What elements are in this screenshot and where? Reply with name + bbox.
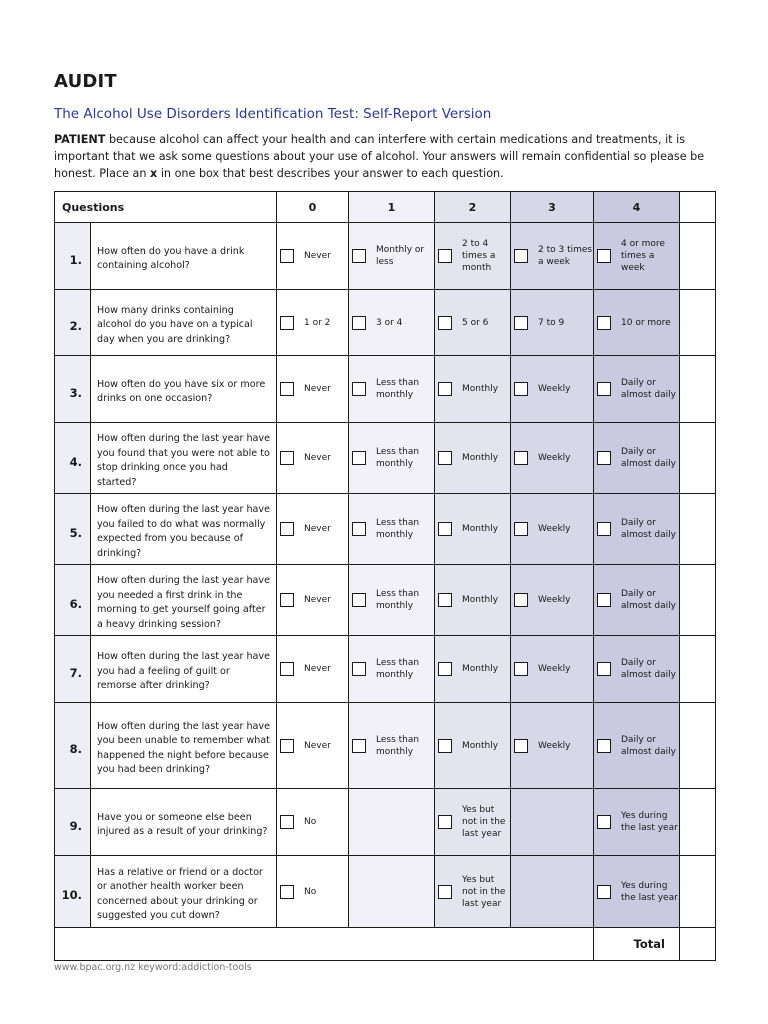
score-box[interactable]: [680, 423, 716, 494]
question-row: [55, 356, 716, 423]
answer-label: Monthly: [462, 664, 499, 674]
score-box[interactable]: [680, 565, 716, 636]
answer-option: [277, 739, 348, 753]
question-number: 3.: [55, 356, 91, 423]
audit-table: [54, 191, 716, 961]
answer-option: [435, 739, 510, 753]
score-box[interactable]: [680, 856, 716, 928]
question-number: 10.: [55, 856, 91, 928]
page-title: AUDIT: [54, 71, 117, 92]
answer-option: [349, 734, 434, 758]
question-row: [55, 703, 716, 789]
question-text: How many drinks containing alcohol do you have on a typical day when you are drinking?: [91, 290, 277, 356]
answer-option: [594, 588, 679, 612]
page-subtitle: The Alcohol Use Disorders Identification Test: Self-Report Version: [54, 106, 492, 122]
score-box[interactable]: [680, 356, 716, 423]
answer-cell-score-0: [277, 290, 349, 356]
answer-label: 5 or 6: [462, 317, 489, 328]
answer-option: [349, 588, 434, 612]
instructions-mark: x: [150, 167, 158, 180]
answer-option: [349, 244, 434, 268]
answer-option: [511, 522, 593, 536]
score-box[interactable]: [680, 789, 716, 856]
question-row: [55, 423, 716, 494]
total-label: Total: [594, 928, 680, 961]
answer-checkbox[interactable]: [514, 522, 528, 536]
answer-option: [277, 451, 348, 465]
question-number: 5.: [55, 494, 91, 565]
answer-option: [277, 662, 348, 676]
instructions-text-b: in one box that best describes your answer to each question.: [157, 167, 504, 180]
score-box[interactable]: [680, 494, 716, 565]
answer-label: Yes during the last year: [621, 811, 678, 833]
answer-option: [349, 377, 434, 401]
answer-cell-score-4: [594, 290, 680, 356]
answer-cell-score-4: [594, 494, 680, 565]
answer-option: [349, 316, 434, 330]
answer-checkbox[interactable]: [438, 815, 452, 829]
answer-cell-score-2: [435, 494, 511, 565]
answer-option: [277, 885, 348, 899]
answer-cell-score-0: [277, 565, 349, 636]
answer-label: Weekly: [538, 595, 571, 605]
answer-checkbox[interactable]: [597, 662, 611, 676]
answer-label: 4 or more times a week: [621, 239, 665, 273]
answer-checkbox[interactable]: [597, 522, 611, 536]
answer-cell-score-1: [349, 703, 435, 789]
answer-cell-score-1: [349, 856, 435, 928]
question-number: 2.: [55, 290, 91, 356]
total-spacer: [55, 928, 594, 961]
answer-cell-score-4: [594, 636, 680, 703]
answer-checkbox[interactable]: [280, 885, 294, 899]
answer-cell-score-1: [349, 494, 435, 565]
answer-checkbox[interactable]: [438, 382, 452, 396]
question-text: How often during the last year have you failed to do what was normally expected from you because of drinking?: [91, 494, 277, 565]
answer-cell-score-3: [511, 290, 594, 356]
answer-checkbox[interactable]: [352, 451, 366, 465]
question-row: [55, 223, 716, 290]
answer-cell-score-0: [277, 423, 349, 494]
answer-cell-score-4: [594, 356, 680, 423]
answer-label: Daily or almost daily: [621, 734, 676, 757]
footer-url: www.bpac.org.nz keyword:addiction-tools: [54, 962, 252, 973]
answer-label: 10 or more: [621, 317, 671, 328]
answer-cell-score-3: [511, 789, 594, 856]
answer-option: [511, 316, 593, 330]
answer-option: [435, 238, 510, 274]
answer-cell-score-4: [594, 565, 680, 636]
answer-checkbox[interactable]: [514, 451, 528, 465]
answer-option: [594, 517, 679, 541]
answer-checkbox[interactable]: [514, 316, 528, 330]
question-row: [55, 565, 716, 636]
answer-cell-score-0: [277, 856, 349, 928]
answer-checkbox[interactable]: [438, 739, 452, 753]
answer-label: Less than monthly: [376, 734, 420, 757]
answer-cell-score-2: [435, 423, 511, 494]
answer-label: 2 to 4 times a month: [462, 239, 496, 273]
answer-checkbox[interactable]: [514, 662, 528, 676]
question-text: How often during the last year have you had a feeling of guilt or remorse after drinking?: [91, 636, 277, 703]
answer-cell-score-3: [511, 565, 594, 636]
answer-cell-score-3: [511, 856, 594, 928]
answer-checkbox[interactable]: [352, 249, 366, 263]
question-row: [55, 856, 716, 928]
score-header-2: 2: [435, 192, 511, 223]
question-number: 6.: [55, 565, 91, 636]
answer-checkbox[interactable]: [514, 382, 528, 396]
answer-checkbox[interactable]: [597, 382, 611, 396]
answer-cell-score-0: [277, 636, 349, 703]
answer-option: [277, 593, 348, 607]
question-text: How often during the last year have you been unable to remember what happened the night before because you had been drinking?: [91, 703, 277, 789]
answer-checkbox[interactable]: [280, 739, 294, 753]
answer-label: Yes during the last year: [621, 880, 678, 903]
question-row: [55, 789, 716, 856]
question-text: Have you or someone else been injured as a result of your drinking?: [91, 789, 277, 856]
answer-checkbox[interactable]: [438, 662, 452, 676]
answer-checkbox[interactable]: [280, 815, 294, 829]
answer-cell-score-2: [435, 223, 511, 290]
answer-cell-score-3: [511, 423, 594, 494]
question-number: 8.: [55, 703, 91, 789]
answer-label: Less than monthly: [376, 378, 420, 400]
score-header-3: 3: [511, 192, 594, 223]
answer-label: Daily or almost daily: [621, 378, 676, 400]
answer-label: Monthly: [462, 453, 499, 463]
answer-cell-score-1: [349, 565, 435, 636]
answer-label: Daily or almost daily: [621, 658, 676, 680]
answer-option: [277, 249, 348, 263]
answer-label: Weekly: [538, 384, 571, 394]
answer-cell-score-2: [435, 356, 511, 423]
answer-cell-score-1: [349, 356, 435, 423]
answer-cell-score-1: [349, 423, 435, 494]
answer-label: No: [304, 817, 317, 827]
answer-checkbox[interactable]: [597, 249, 611, 263]
answer-cell-score-2: [435, 565, 511, 636]
answer-label: Weekly: [538, 740, 571, 751]
answer-label: Daily or almost daily: [621, 589, 676, 611]
questions-header: Questions: [55, 192, 277, 223]
answer-option: [435, 451, 510, 465]
answer-label: Monthly: [462, 524, 499, 534]
answer-option: [594, 880, 679, 904]
answer-label: Less than monthly: [376, 658, 420, 680]
answer-option: [435, 662, 510, 676]
question-text: How often do you have six or more drinks on one occasion?: [91, 356, 277, 423]
answer-label: Monthly: [462, 384, 499, 394]
answer-label: Daily or almost daily: [621, 447, 676, 469]
score-box[interactable]: [680, 703, 716, 789]
question-number: 7.: [55, 636, 91, 703]
answer-cell-score-1: [349, 789, 435, 856]
score-header-1: 1: [349, 192, 435, 223]
answer-label: Never: [304, 740, 331, 751]
answer-checkbox[interactable]: [597, 451, 611, 465]
answer-option: [349, 657, 434, 681]
answer-option: [277, 522, 348, 536]
answer-label: Never: [304, 664, 331, 674]
answer-label: Never: [304, 384, 331, 394]
answer-checkbox[interactable]: [597, 739, 611, 753]
question-text: How often during the last year have you needed a first drink in the morning to get yourself going after a heavy drinking session?: [91, 565, 277, 636]
answer-checkbox[interactable]: [438, 249, 452, 263]
answer-cell-score-0: [277, 356, 349, 423]
answer-option: [594, 377, 679, 401]
answer-option: [277, 316, 348, 330]
answer-label: 7 to 9: [538, 317, 565, 328]
answer-checkbox[interactable]: [352, 316, 366, 330]
question-row: [55, 494, 716, 565]
answer-checkbox[interactable]: [280, 522, 294, 536]
answer-label: Weekly: [538, 664, 571, 674]
answer-label: 1 or 2: [304, 317, 331, 328]
answer-cell-score-3: [511, 636, 594, 703]
answer-label: Less than monthly: [376, 518, 420, 540]
answer-label: Never: [304, 595, 331, 605]
answer-option: [435, 804, 510, 840]
answer-option: [435, 874, 510, 910]
answer-label: No: [304, 886, 317, 897]
answer-label: Never: [304, 251, 331, 261]
instructions-lead: PATIENT: [54, 133, 106, 146]
answer-checkbox[interactable]: [352, 739, 366, 753]
answer-cell-score-0: [277, 223, 349, 290]
answer-cell-score-1: [349, 290, 435, 356]
answer-checkbox[interactable]: [280, 451, 294, 465]
answer-option: [594, 810, 679, 834]
answer-cell-score-0: [277, 494, 349, 565]
question-row: [55, 290, 716, 356]
answer-option: [435, 522, 510, 536]
answer-label: Monthly: [462, 740, 499, 751]
answer-option: [594, 657, 679, 681]
answer-checkbox[interactable]: [597, 885, 611, 899]
answer-checkbox[interactable]: [280, 662, 294, 676]
answer-cell-score-1: [349, 223, 435, 290]
answer-label: Weekly: [538, 524, 571, 534]
question-text: How often do you have a drink containing alcohol?: [91, 223, 277, 290]
question-row: [55, 636, 716, 703]
answer-cell-score-2: [435, 290, 511, 356]
answer-cell-score-4: [594, 856, 680, 928]
table-header-row: [55, 192, 716, 223]
answer-option: [435, 316, 510, 330]
answer-checkbox[interactable]: [280, 593, 294, 607]
answer-option: [594, 238, 679, 274]
answer-option: [435, 593, 510, 607]
answer-label: Yes but not in the last year: [462, 874, 506, 909]
total-row: [55, 928, 716, 961]
score-box[interactable]: [680, 223, 716, 290]
answer-checkbox[interactable]: [352, 662, 366, 676]
answer-checkbox[interactable]: [438, 451, 452, 465]
answer-label: Daily or almost daily: [621, 518, 676, 540]
answer-checkbox[interactable]: [597, 593, 611, 607]
answer-checkbox[interactable]: [280, 249, 294, 263]
answer-cell-score-0: [277, 789, 349, 856]
score-header-0: 0: [277, 192, 349, 223]
question-number: 4.: [55, 423, 91, 494]
answer-label: Never: [304, 524, 331, 534]
instructions: [54, 131, 724, 182]
answer-cell-score-3: [511, 356, 594, 423]
answer-label: 3 or 4: [376, 317, 403, 328]
answer-cell-score-4: [594, 703, 680, 789]
answer-option: [511, 382, 593, 396]
answer-option: [435, 382, 510, 396]
answer-cell-score-1: [349, 636, 435, 703]
answer-option: [594, 316, 679, 330]
answer-cell-score-3: [511, 494, 594, 565]
answer-cell-score-4: [594, 423, 680, 494]
answer-checkbox[interactable]: [438, 316, 452, 330]
answer-option: [594, 734, 679, 758]
answer-option: [511, 451, 593, 465]
answer-label: Weekly: [538, 453, 571, 463]
answer-cell-score-3: [511, 223, 594, 290]
answer-checkbox[interactable]: [514, 593, 528, 607]
instructions-text-a: because alcohol can affect your health and can interfere with certain medications and treatments, it is important that we ask some questions about your use of alcohol. Your answers will remain confidential so please be honest. Place an: [54, 133, 705, 180]
answer-checkbox[interactable]: [597, 815, 611, 829]
answer-checkbox[interactable]: [514, 249, 528, 263]
answer-checkbox[interactable]: [280, 316, 294, 330]
answer-label: Less than monthly: [376, 447, 420, 469]
score-header-4: 4: [594, 192, 680, 223]
answer-cell-score-3: [511, 703, 594, 789]
answer-option: [511, 662, 593, 676]
question-text: Has a relative or friend or a doctor or another health worker been concerned about your drinking or suggested you cut down?: [91, 856, 277, 928]
answer-option: [511, 593, 593, 607]
answer-cell-score-2: [435, 789, 511, 856]
answer-option: [511, 244, 593, 268]
answer-label: 2 to 3 times a week: [538, 245, 593, 267]
answer-cell-score-4: [594, 789, 680, 856]
answer-checkbox[interactable]: [438, 885, 452, 899]
answer-checkbox[interactable]: [514, 739, 528, 753]
answer-option: [277, 815, 348, 829]
answer-checkbox[interactable]: [597, 316, 611, 330]
answer-checkbox[interactable]: [352, 382, 366, 396]
answer-cell-score-2: [435, 856, 511, 928]
question-text: How often during the last year have you found that you were not able to stop drinking once you had started?: [91, 423, 277, 494]
answer-label: Monthly or less: [376, 245, 425, 267]
answer-label: Never: [304, 453, 331, 463]
answer-checkbox[interactable]: [438, 593, 452, 607]
answer-cell-score-4: [594, 223, 680, 290]
answer-cell-score-2: [435, 636, 511, 703]
header-spacer: [680, 192, 716, 223]
answer-checkbox[interactable]: [280, 382, 294, 396]
answer-checkbox[interactable]: [352, 522, 366, 536]
score-box[interactable]: [680, 636, 716, 703]
total-score-box[interactable]: [680, 928, 716, 961]
score-box[interactable]: [680, 290, 716, 356]
answer-cell-score-2: [435, 703, 511, 789]
question-number: 1.: [55, 223, 91, 290]
answer-label: Less than monthly: [376, 589, 420, 611]
answer-option: [277, 382, 348, 396]
answer-option: [511, 739, 593, 753]
question-number: 9.: [55, 789, 91, 856]
answer-checkbox[interactable]: [352, 593, 366, 607]
answer-option: [349, 446, 434, 470]
answer-checkbox[interactable]: [438, 522, 452, 536]
answer-label: Yes but not in the last year: [462, 805, 506, 839]
answer-cell-score-0: [277, 703, 349, 789]
answer-option: [594, 446, 679, 470]
answer-option: [349, 517, 434, 541]
answer-label: Monthly: [462, 595, 499, 605]
